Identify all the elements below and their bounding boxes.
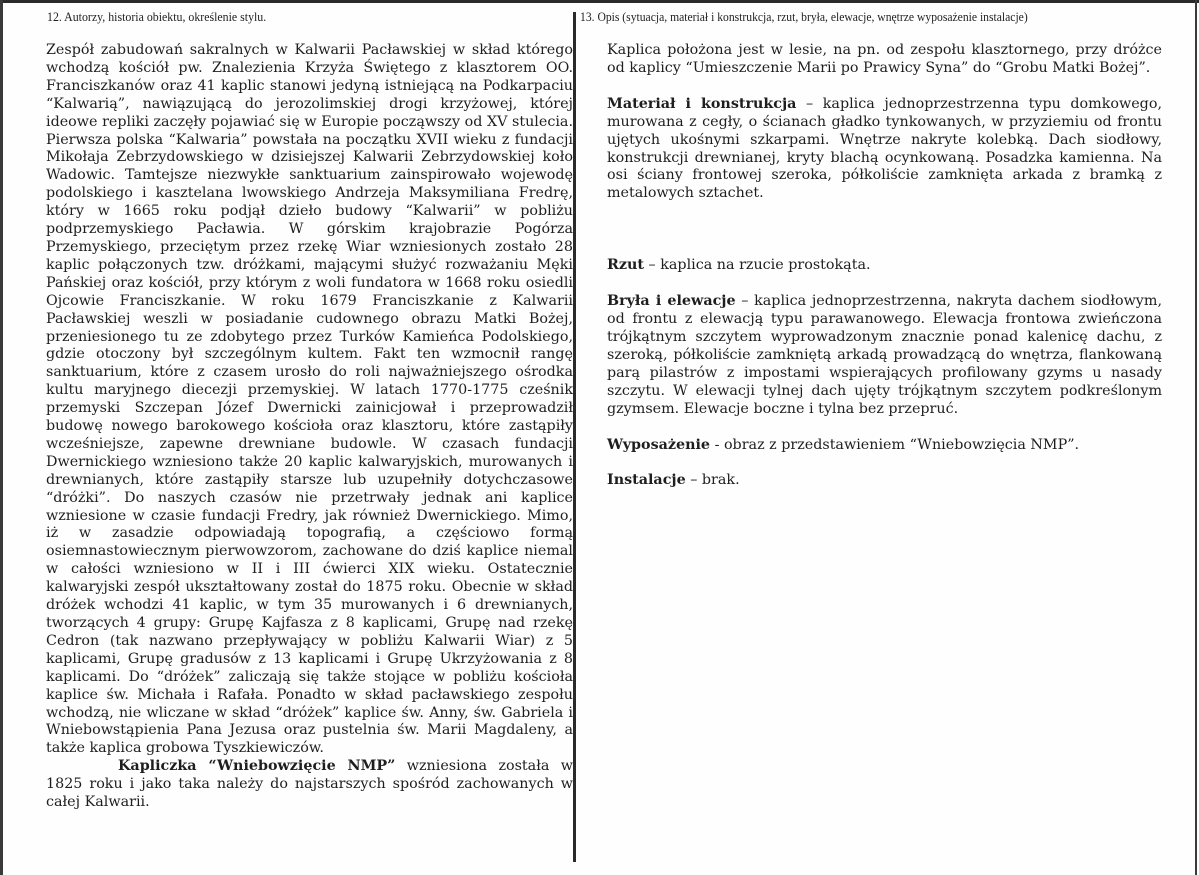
- chapel-name: Kapliczka “Wniebowzięcie NMP”: [118, 758, 396, 775]
- material-label: Materiał i konstrukcja: [607, 95, 797, 112]
- chapel-dating-text: wzniesiona została w 1825 roku i jako taka należy do najstarszych spośród zachowanych w całej Kalwarii.: [46, 758, 573, 811]
- furnishing-paragraph: [607, 437, 1162, 455]
- material-paragraph: [607, 96, 1162, 203]
- material-text: – kaplica jednoprzestrzenna typu domkowego, murowana z cegły, o ścianach gładko tynkowanych, w przyziemiu od frontu ujętych ukośnymi szkarpami. Wnętrze nakryte kolebką. Dach siodłowy, konstrukcji drewnianej, kryty blachą ocynkowaną. Posadzka kamienna. Na osi ściany frontowej szeroka, półkoliście zamknięta arkada z bramką z metalowych sztachet.: [607, 95, 1162, 202]
- history-paragraph: Zespół zabudowań sakralnych w Kalwarii Pacławskiej w skład którego wchodzą kościół pw. Znalezienia Krzyża Świętego z klasztorem OO. Franciszkanów oraz 41 kaplic stanowi jedyną istniejącą na Podkarpaciu “Kalwarią”, nawiązującą do jerozolimskiej drogi krzyżowej, której ideowe repliki zaczęły pojawiać się w Europie począwszy od XV stulecia. Pierwsza polska “Kalwaria” powstała na początku XVII wieku z fundacji Mikołaja Zebrzydowskiego w dzisiejszej Kalwarii Zebrzydowskiej koło Wadowic. Tamtejsze niezwykłe sanktuarium zainspirowało wojewodę podolskiego i kasztelana lwowskiego Andrzeja Maksymiliana Fredrę, który w 1665 roku podjął dzieło budowy “Kalwarii” w pobliżu podprzemyskiego Pacławia. W górskim krajobrazie Pogórza Przemyskiego, przeciętym przez rzekę Wiar wzniesionych zostało 28 kaplic połączonych tzw. dróżkami, mającymi służyć rozważaniu Męki Pańskiej oraz kościół, przy którym z woli fundatora w 1668 roku osiedli Ojcowie Franciszkanie. W roku 1679 Franciszkanie z Kalwarii Pacławskiej weszli w posiadanie cudownego obrazu Matki Bożej, przeniesionego tu ze zdobytego przez Turków Kamieńca Podolskiego, gdzie otoczony był szczególnym kultem. Fakt ten wzmocnił rangę sanktuarium, które z czasem urosło do roli najważniejszego ośrodka kultu maryjnego diecezji przemyskiej. W latach 1770-1775 cześnik przemyski Szczepan Józef Dwernicki zainicjował i przeprowadził budowę nowego barokowego kościoła oraz klasztoru, które zastąpiły wcześniejsze, zapewne drewniane budowle. W czasach fundacji Dwernickiego wzniesiono także 20 kaplic kalwaryjskich, murowanych i drewnianych, które zastąpiły starsze lub uzupełniły dotychczasowe “dróżki”. Do naszych czasów nie przetrwały jednak ani kaplice wzniesione w czasie fundacji Fredry, jak również Dwernickiego. Mimo, iż w zasadzie odpowiadają topografią, a częściowo formą osiemnastowiecznym pierwowzorom, zachowane do dziś kaplice niemal w całości wzniesiono w II i III ćwierci XIX wieku. Ostatecznie kalwaryjski zespół ukształtowany został do 1875 roku. Obecnie w skład dróżek wchodzi 41 kaplic, w tym 35 murowanych i 6 drewnianych, tworzących 4 grupy: Grupę Kajfasza z 8 kaplicami, Grupę nad rzekę Cedron (tak nazwano przepływający w pobliżu Kalwarii Wiar) z 5 kaplicami, Grupę gradusów z 13 kaplicami i Grupę Ukrzyżowania z 8 kaplicami. Do “dróżek” zaliczają się także stojące w pobliżu kościoła kaplice św. Michała i Rafała. Ponadto w skład pacławskiego zespołu wchodzą, nie wliczane w skład “dróżek” kaplice św. Anny, św. Gabriela i Wniebowstąpienia Pana Jezusa oraz pustelnia św. Marii Magdaleny, a także kaplica grobowa Tyszkiewiczów.: [46, 42, 573, 757]
- situation-paragraph: Kaplica położona jest w lesie, na pn. od zespołu klasztornego, przy dróżce od kaplicy “Umieszczenie Marii po Prawicy Syna” do “Grobu Matki Bożej”.: [607, 42, 1162, 76]
- page-border-left: [0, 0, 3, 875]
- furnishing-text: - obraz z przedstawieniem “Wniebowzięcia NMP”.: [710, 436, 1080, 453]
- plan-label: Rzut: [607, 257, 644, 274]
- installations-text: – brak.: [685, 472, 740, 489]
- furnishing-label: Wyposażenie: [607, 436, 711, 453]
- chapel-dating-paragraph: [46, 758, 573, 812]
- installations-paragraph: [607, 472, 1162, 490]
- page-border-right: [1195, 0, 1197, 875]
- plan-paragraph: [607, 257, 1162, 275]
- column-divider: [573, 12, 576, 862]
- description-column: [607, 42, 1162, 490]
- plan-text: – kaplica na rzucie prostokąta.: [644, 257, 871, 274]
- mass-label: Bryła i elewacje: [607, 293, 736, 310]
- page-border-top: [0, 0, 1199, 3]
- mass-text: – kaplica jednoprzestrzenna, nakryta dachem siodłowym, od frontu z elewacją typu parawanowego. Elewacja frontowa zwieńczona trójkątnym szczytem wyprowadzonym znacznie ponad kalenicę dachu, z szeroką, półkoliście zamkniętą arkadą prowadzącą do wnętrza, flankowaną parą pilastrów z impostami wspierających profilowany gzyms u nasady szczytu. W elewacji tylnej dach ujęty trójkątnym szczytem podkreślonym gzymsem. Elewacje boczne i tylna bez przepruć.: [607, 293, 1162, 417]
- section-12-header: 12. Autorzy, historia obiektu, określenie stylu.: [47, 10, 267, 24]
- history-column: [46, 42, 573, 812]
- mass-paragraph: [607, 293, 1162, 418]
- installations-label: Instalacje: [607, 472, 686, 489]
- section-13-header: 13. Opis (sytuacja, materiał i konstrukcja, rzut, bryła, elewacje, wnętrze wyposażenie instalacje): [580, 10, 1028, 24]
